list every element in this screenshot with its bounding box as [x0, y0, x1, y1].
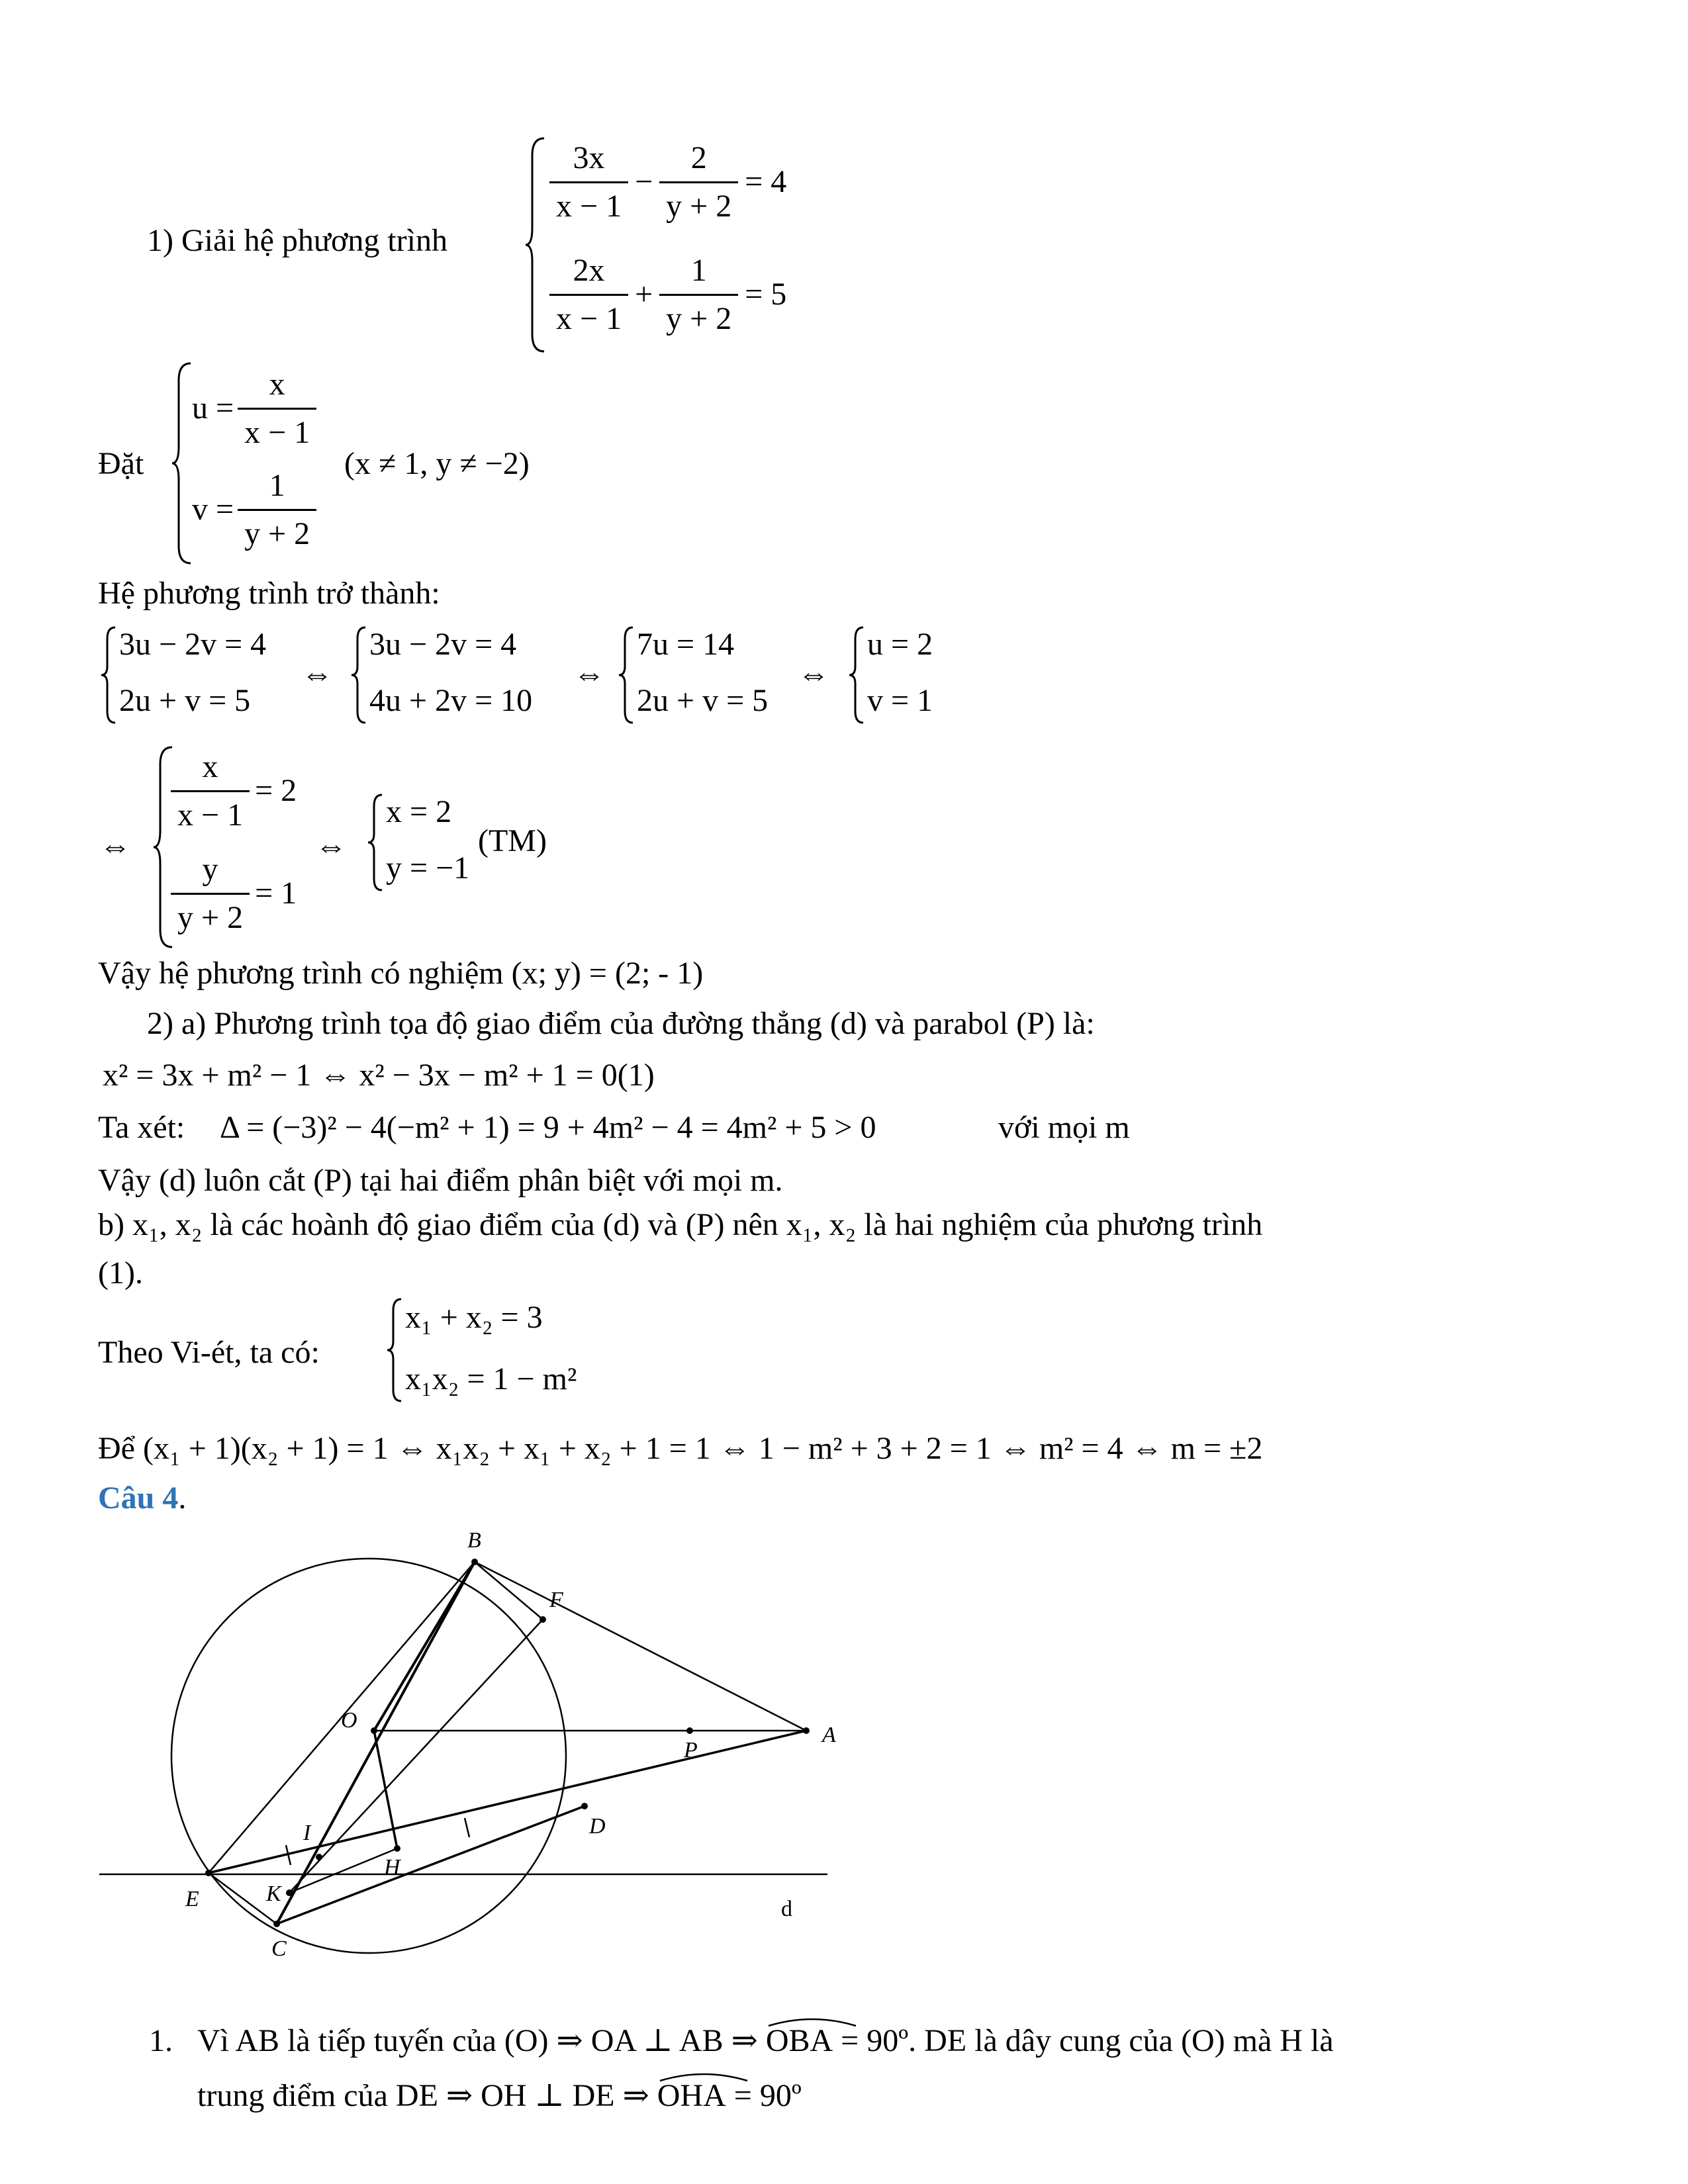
point-H: [394, 1845, 400, 1852]
eq1-rhs: = 4: [745, 164, 787, 200]
eq1-f2-num: 2: [690, 140, 707, 175]
vieta-product: x₁x₂ = 1 − m²: [405, 1361, 577, 1396]
part1-label: 1) Giải hệ phương trình: [147, 223, 447, 258]
part1-brace: [523, 136, 549, 354]
label-I: I: [303, 1821, 311, 1845]
point-P: [686, 1727, 693, 1734]
label-H: H: [384, 1855, 400, 1880]
back-eq-a: [171, 748, 297, 834]
chain-s3b: 2u + v = 5: [637, 683, 769, 718]
vieta-brace: [385, 1297, 405, 1403]
part1-eq2: [549, 251, 786, 338]
item1-line-2: [197, 2077, 802, 2115]
chain-s3a: 7u = 14: [637, 627, 735, 662]
label-A: A: [822, 1723, 836, 1747]
segment-BC: [277, 1562, 475, 1924]
chain-brace-1: [99, 625, 119, 725]
back-iff-1: ⇔: [99, 829, 131, 864]
vieta-sum: x₁ + x₂ = 3: [405, 1300, 543, 1335]
delta-label: Ta xét:: [98, 1110, 185, 1145]
back-tm: (TM): [478, 823, 547, 858]
sub-v: [192, 467, 316, 553]
segment-CD: [277, 1806, 585, 1924]
sub-u: [192, 365, 316, 451]
eq2-f2-num: 1: [690, 253, 707, 288]
parabola-equation: x² = 3x + m² − 1 ⇔ x² − 3x − m² + 1 = 0(1): [103, 1058, 655, 1093]
cau4-title: Câu 4: [98, 1480, 179, 1516]
back-b-num: y: [202, 852, 218, 887]
sub-label: Đặt: [98, 446, 144, 481]
label-K: K: [266, 1882, 281, 1906]
partb-line-2: (1).: [98, 1255, 143, 1291]
sub-u-den: x − 1: [238, 408, 316, 452]
eq2-f1-num: 2x: [573, 253, 605, 288]
eq1-f2-den: y + 2: [659, 181, 738, 226]
point-D: [581, 1803, 588, 1809]
chain-s2b: 4u + 2v = 10: [369, 683, 533, 718]
point-E: [205, 1870, 212, 1876]
eq2-op: +: [635, 277, 653, 312]
point-A: [803, 1727, 810, 1734]
chain-s1a: 3u − 2v = 4: [119, 627, 267, 662]
vieta-label: Theo Vi-ét, ta có:: [98, 1335, 320, 1370]
point-K: [286, 1889, 293, 1896]
label-P: P: [684, 1738, 698, 1762]
sub-u-num: x: [269, 367, 285, 402]
angle-oha: OHA: [657, 2077, 726, 2115]
item1-line2-b: = 90º: [733, 2078, 802, 2113]
eq1-op: −: [635, 164, 653, 200]
back-iff-2: ⇔: [315, 829, 347, 864]
conclusion-2: Vậy (d) luôn cắt (P) tại hai điểm phân biệt với mọi m.: [98, 1163, 783, 1198]
label-F: F: [549, 1588, 563, 1612]
sub-v-num: 1: [269, 468, 285, 503]
back-r1: x = 2: [386, 794, 452, 829]
chain-iff-3: ⇔: [798, 657, 829, 692]
point-F: [539, 1616, 546, 1623]
chain-iff-2: ⇔: [573, 657, 605, 692]
partb-line-1: b) x₁, x₂ là các hoành độ giao điểm của (d) và (P) nên x₁, x₂ là hai nghiệm của phương trình: [98, 1207, 1263, 1242]
back-b-den: y + 2: [171, 893, 250, 937]
back-eq-b: [171, 850, 297, 936]
back-a-den: x − 1: [171, 790, 250, 835]
back-r2: y = −1: [386, 850, 470, 886]
geometry-figure: [93, 1529, 854, 1985]
back-b-rhs: = 1: [255, 876, 297, 911]
eq2-f2-den: y + 2: [659, 294, 738, 338]
eq1-f1-num: 3x: [573, 140, 605, 175]
final-equation: Để (x₁ + 1)(x₂ + 1) = 1 ⇔ x₁x₂ + x₁ + x₂ + 1 = 1 ⇔ 1 − m² + 3 + 2 = 1 ⇔ m² = 4 ⇔ m = ±2: [98, 1431, 1263, 1466]
label-C: C: [271, 1936, 287, 1961]
item1-number: 1.: [149, 2023, 173, 2058]
label-D: D: [589, 1814, 606, 1839]
back-a-rhs: = 2: [255, 773, 297, 809]
angle-arc-icon: [766, 2013, 859, 2028]
chain-s1b: 2u + v = 5: [119, 683, 251, 718]
sub-condition: (x ≠ 1, y ≠ −2): [344, 446, 530, 481]
chain-s4a: u = 2: [867, 627, 933, 662]
sub-v-lhs: v =: [192, 492, 234, 527]
becomes-text: Hệ phương trình trở thành:: [98, 576, 440, 611]
delta-expression: Δ = (−3)² − 4(−m² + 1) = 9 + 4m² − 4 = 4m² + 5 > 0: [220, 1110, 876, 1145]
part1-eq1: [549, 139, 786, 225]
sub-u-lhs: u =: [192, 390, 234, 426]
conclusion-1: Vậy hệ phương trình có nghiệm (x; y) = (2; - 1): [98, 956, 704, 991]
sub-v-den: y + 2: [238, 509, 316, 553]
label-O: O: [341, 1708, 357, 1733]
angle-arc-icon: [657, 2068, 750, 2083]
chain-iff-1: ⇔: [301, 657, 333, 692]
item1-line2-a: trung điểm của DE ⇒ OH ⊥ DE ⇒: [197, 2078, 649, 2113]
eq1-f1-den: x − 1: [549, 181, 628, 226]
chain-s2a: 3u − 2v = 4: [369, 627, 517, 662]
point-I: [316, 1854, 322, 1860]
label-E: E: [185, 1887, 199, 1911]
eq2-f1-den: x − 1: [549, 294, 628, 338]
cau4-dot: .: [178, 1480, 187, 1516]
back-a-num: x: [202, 749, 218, 784]
tick-DH: [465, 1818, 469, 1837]
delta-tail: với mọi m: [998, 1110, 1130, 1145]
chain-brace-3: [617, 625, 637, 725]
label-B: B: [467, 1529, 481, 1553]
chain-brace-2: [350, 625, 369, 725]
item1-line1-b: = 90º. DE là dây cung của (O) mà H là: [841, 2023, 1334, 2058]
cau4-heading: [98, 1479, 186, 1518]
item1-line-1: [197, 2022, 1334, 2060]
label-d: d: [781, 1897, 792, 1921]
chain-s4b: v = 1: [867, 683, 933, 718]
angle-oba: OBA: [766, 2022, 833, 2060]
point-C: [273, 1921, 280, 1927]
part2a-text: 2) a) Phương trình tọa độ giao điểm của đường thẳng (d) và parabol (P) là:: [147, 1006, 1095, 1041]
item1-line1-a: Vì AB là tiếp tuyến của (O) ⇒ OA ⊥ AB ⇒: [197, 2023, 758, 2058]
segment-EA: [209, 1731, 806, 1873]
segment-BA: [475, 1562, 806, 1731]
chain-brace-4: [847, 625, 867, 725]
back-brace-2: [366, 793, 386, 892]
eq2-rhs: = 5: [745, 277, 787, 312]
point-B: [471, 1559, 478, 1565]
point-O: [371, 1727, 377, 1734]
